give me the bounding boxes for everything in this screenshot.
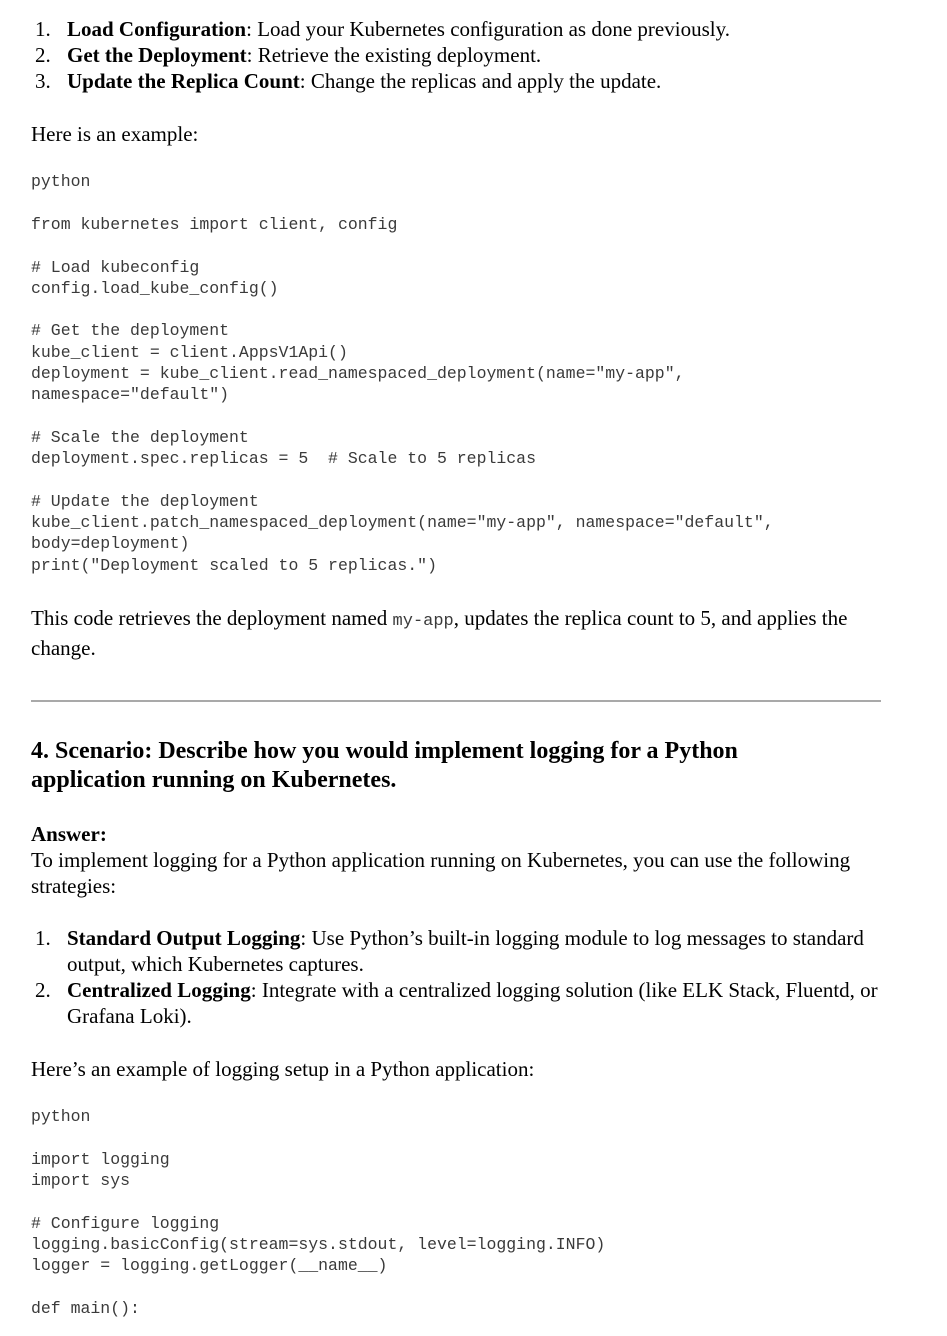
answer-text: To implement logging for a Python application running on Kubernetes, you can use the following strategies: [31, 848, 851, 898]
code-language-label: python [31, 172, 91, 191]
strategy-title: Centralized Logging [67, 978, 251, 1002]
scenario-heading: 4. Scenario: Describe how you would implement logging for a Python application running on Kubernetes. [31, 738, 738, 793]
summary-text-start: This code retrieves the deployment named [31, 606, 393, 630]
list-number: 1. [35, 926, 51, 950]
list-number: 2. [35, 43, 51, 67]
list-number: 1. [35, 17, 51, 41]
strategies-list [0, 925, 890, 1029]
section-divider [31, 700, 881, 702]
step-title: Update the Replica Count [67, 69, 300, 93]
step-description: : Retrieve the existing deployment. [246, 43, 542, 67]
list-item [0, 42, 900, 68]
strategy-description: : Use Python’s built-in logging module to log messages to standard output, which Kubernetes captures. [67, 926, 864, 976]
strategy-title: Standard Output Logging [67, 926, 301, 950]
inline-code: my-app [392, 612, 454, 631]
code-language-label: python [31, 1107, 91, 1126]
list-number: 3. [35, 69, 51, 93]
summary-text-end: , updates the replica count to 5, and applies the change. [31, 606, 848, 660]
strategy-description: : Integrate with a centralized logging solution (like ELK Stack, Fluentd, or Grafana Loki). [67, 978, 878, 1028]
list-item [0, 68, 900, 94]
list-item [0, 16, 900, 42]
step-description: : Change the replicas and apply the update. [299, 69, 662, 93]
steps-list [0, 16, 900, 94]
step-description: : Load your Kubernetes configuration as done previously. [246, 17, 730, 41]
step-title: Load Configuration [67, 17, 247, 41]
step-title: Get the Deployment [67, 43, 247, 67]
answer-label [31, 821, 107, 847]
answer-label-text: Answer: [31, 822, 107, 846]
example-intro: Here is an example: [31, 122, 199, 146]
list-number: 2. [35, 978, 51, 1002]
example-intro-logging: Here’s an example of logging setup in a Python application: [31, 1057, 535, 1081]
list-item [0, 977, 890, 1029]
code-block-logging: import logging import sys # Configure logging logging.basicConfig(stream=sys.stdout, level=logging.INFO) logger = logging.getLogger(__name__) def main(): [31, 1150, 606, 1319]
list-item [0, 925, 890, 977]
code-block-deployment: from kubernetes import client, config # Load kubeconfig config.load_kube_config() # Get the deployment kube_client = client.AppsV1Api() deployment = kube_client.read_namespaced_deployment(name="my-app", namespace="default") # Scale the deployment deployment.spec.replicas = 5 # Scale to 5 replicas # Update the deployment kube_client.patch_namespaced_deployment(name="my-app", namespace="default", body=deployment) print("Deployment scaled to 5 replicas.") [31, 215, 774, 575]
summary-paragraph [31, 605, 891, 661]
